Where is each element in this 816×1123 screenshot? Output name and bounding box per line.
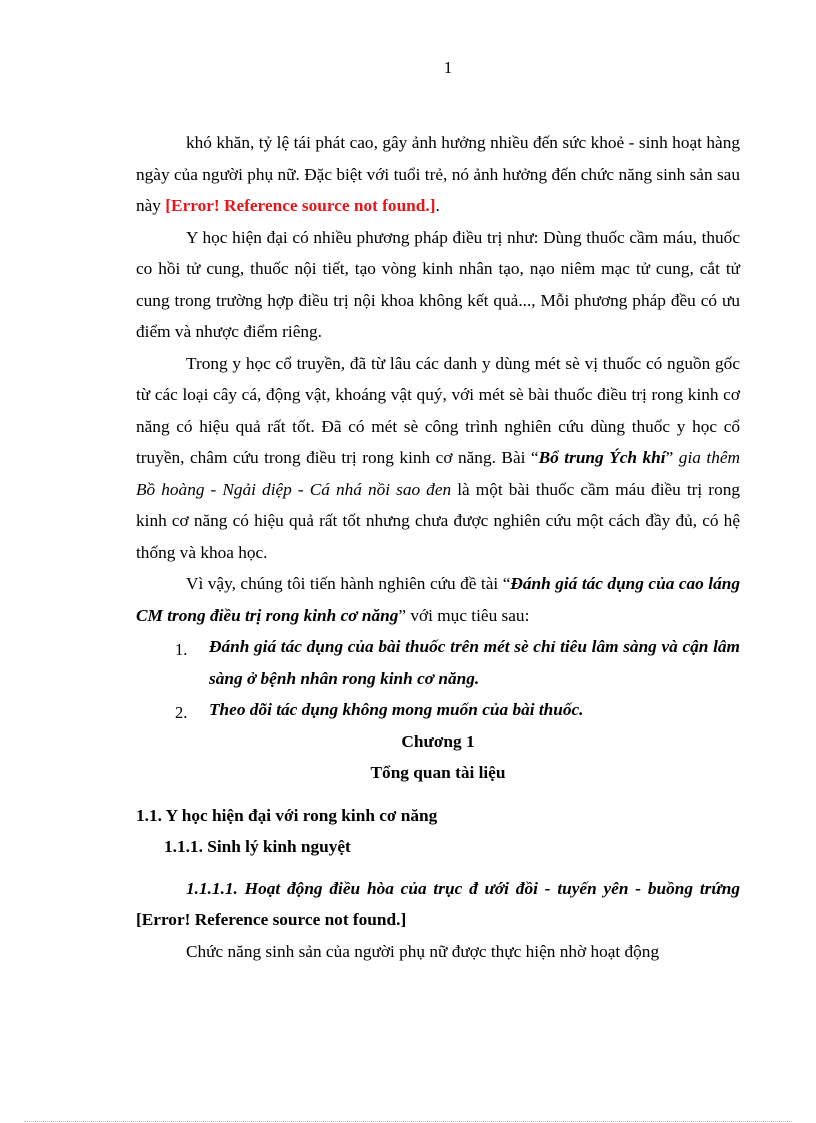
objective-item [136, 631, 740, 694]
section-heading-1-1-1: 1.1.1. Sinh lý kinh nguyệt [164, 837, 351, 856]
intro-paragraph-4-end: ” với mục tiêu sau: [398, 605, 530, 625]
reference-error-marker: [Error! Reference source not found.] [165, 196, 436, 215]
reference-error-marker: [Error! Reference source not found.] [136, 910, 407, 929]
page-bottom-divider [24, 1121, 792, 1122]
section-heading-1-1-1-1-title: 1.1.1.1. Hoạt động điều hòa của trục đ ưới đồi - tuyến yên - buồng trứng [186, 878, 740, 898]
remedy-quote-close: ” [665, 448, 679, 467]
intro-paragraph-3-end: là một bài thuốc cầm máu điều trị rong kinh cơ năng có hiệu quả rất tốt nhưng chưa được nghiên cứu một cách đầy đủ, có hệ thống và khoa học. [136, 479, 740, 562]
chapter-label: Chương 1 [401, 731, 475, 751]
intro-paragraph-4-text: Vì vậy, chúng tôi tiến hành nghiên cứu đề tài “ [186, 574, 511, 593]
intro-paragraph-1-end: . [435, 196, 440, 215]
intro-paragraph-3 [136, 348, 740, 569]
remedy-additions: gia thêm Bồ hoàng - Ngải diệp - Cá nhá nồi sao đen [136, 448, 740, 499]
intro-paragraph-3-text: Trong y học cổ truyền, đã từ lâu các danh y dùng mét sè vị thuốc có nguồn gốc từ các loại cây cá, động vật, khoáng vật quý, với mét sè bài thuốc điều trị rong kinh cơ năng có hiệu quả rất tốt. Đã có mét sè công trình nghiên cứu dùng thuốc y học cổ truyền, châm cứu trong điều trị rong kinh cơ năng. Bài “ [136, 353, 740, 467]
objective-text: Theo dõi tác dụng không mong muốn của bài thuốc. [209, 700, 584, 719]
intro-paragraph-2: Y học hiện đại có nhiều phương pháp điều trị như: Dùng thuốc cầm máu, thuốc co hồi tử cung, thuốc nội tiết, tạo vòng kinh nhân tạo, nạo niêm mạc tử cung, cắt tử cung trong trường hợp điều trị nội khoa không kết quả..., Mỗi phương pháp đều có ưu điểm và nhược điểm riêng. [136, 227, 740, 341]
objectives-list [136, 631, 740, 726]
objective-item [136, 694, 740, 726]
remedy-name: Bổ trung Ých khí [538, 448, 666, 467]
page-number: 1 [443, 58, 453, 77]
intro-paragraph-4 [136, 568, 740, 631]
document-body [136, 127, 740, 967]
body-paragraph: Chức năng sinh sản của người phụ nữ được thực hiện nhờ hoạt động [186, 941, 660, 961]
chapter-title: Tổng quan tài liệu [370, 763, 506, 782]
study-title: Đánh giá tác dụng của cao láng CM trong điều trị rong kinh cơ năng [136, 574, 740, 625]
intro-paragraph-1 [136, 127, 740, 222]
objective-number: 2. [175, 703, 188, 722]
objective-text: Đánh giá tác dụng của bài thuốc trên mét sè chỉ tiêu lâm sàng và cận lâm sàng ở bệnh nhân rong kinh cơ năng. [209, 637, 740, 688]
section-heading-1-1: 1.1. Y học hiện đại với rong kinh cơ năng [136, 805, 438, 825]
section-heading-1-1-1-1 [136, 873, 740, 936]
intro-paragraph-1-text: khó khăn, tỷ lệ tái phát cao, gây ảnh hưởng nhiều đến sức khoẻ - sinh hoạt hàng ngày của người phụ nữ. Đặc biệt với tuổi trẻ, nó ảnh hưởng đến chức năng sinh sản sau này [136, 133, 740, 215]
objective-number: 1. [175, 640, 188, 659]
